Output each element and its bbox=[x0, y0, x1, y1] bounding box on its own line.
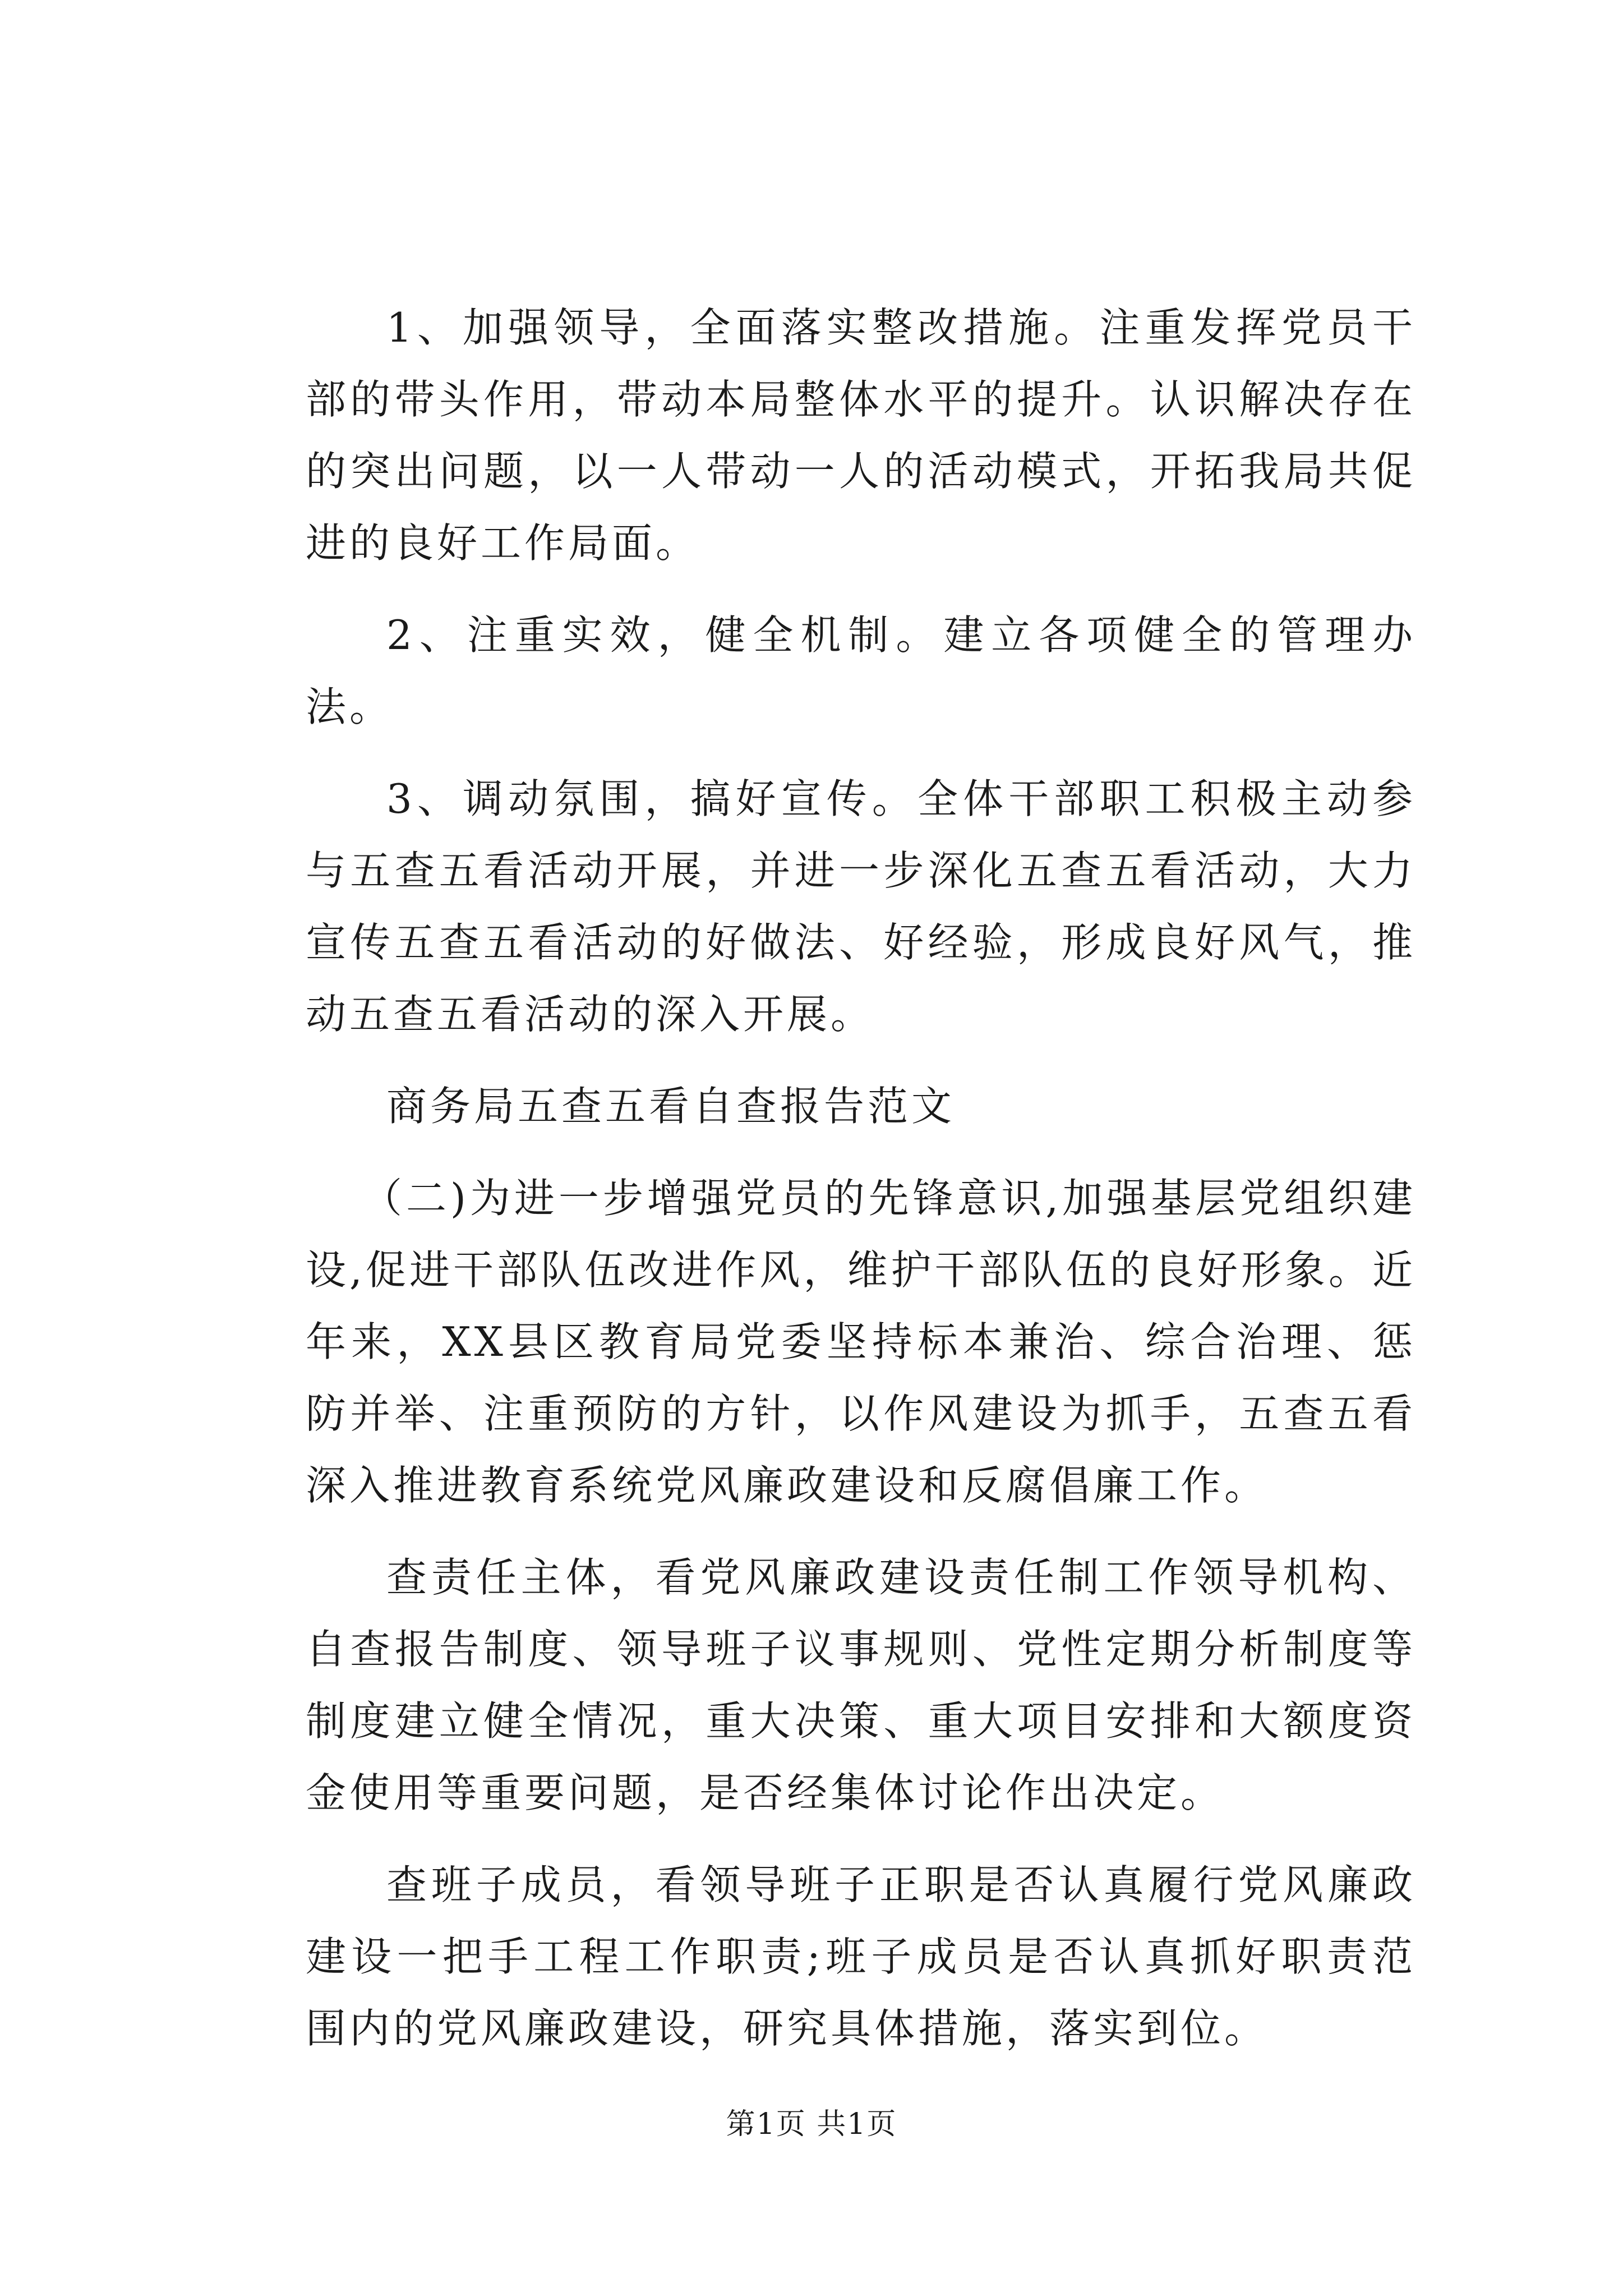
paragraph-1: 1、加强领导，全面落实整改措施。注重发挥党员干部的带头作用，带动本局整体水平的提升。认识解决存在的突出问题，以一人带动一人的活动模式，开拓我局共促进的良好工作局面。 bbox=[306, 304, 1416, 567]
page-footer: 第1页 共1页 bbox=[726, 2108, 897, 2141]
paragraph-2: 2、注重实效，健全机制。建立各项健全的管理办法。 bbox=[306, 611, 1416, 730]
paragraph-5: （二)为进一步增强党员的先锋意识,加强基层党组织建设,促进干部队伍改进作风，维护干部队伍的良好形象。近年来，XX县区教育局党委坚持标本兼治、综合治理、惩防并举、注重预防的方针，以作风建设为抓手，五查五看深入推进教育系统党风廉政建设和反腐倡廉工作。 bbox=[306, 1175, 1416, 1509]
section-title: 商务局五查五看自查报告范文 bbox=[386, 1083, 956, 1130]
paragraph-3: 3、调动氛围，搞好宣传。全体干部职工积极主动参与五查五看活动开展，并进一步深化五查五看活动，大力宣传五查五看活动的好做法、好经验，形成良好风气，推动五查五看活动的深入开展。 bbox=[306, 775, 1416, 1038]
paragraph-6: 查责任主体，看党风廉政建设责任制工作领导机构、自查报告制度、领导班子议事规则、党性定期分析制度等制度建立健全情况，重大决策、重大项目安排和大额度资金使用等重要问题，是否经集体讨论作出决定。 bbox=[306, 1554, 1416, 1816]
paragraph-7: 查班子成员，看领导班子正职是否认真履行党风廉政建设一把手工程工作职责;班子成员是否认真抓好职责范围内的党风廉政建设，研究具体措施，落实到位。 bbox=[306, 1861, 1416, 2052]
document-body bbox=[306, 292, 1416, 2064]
